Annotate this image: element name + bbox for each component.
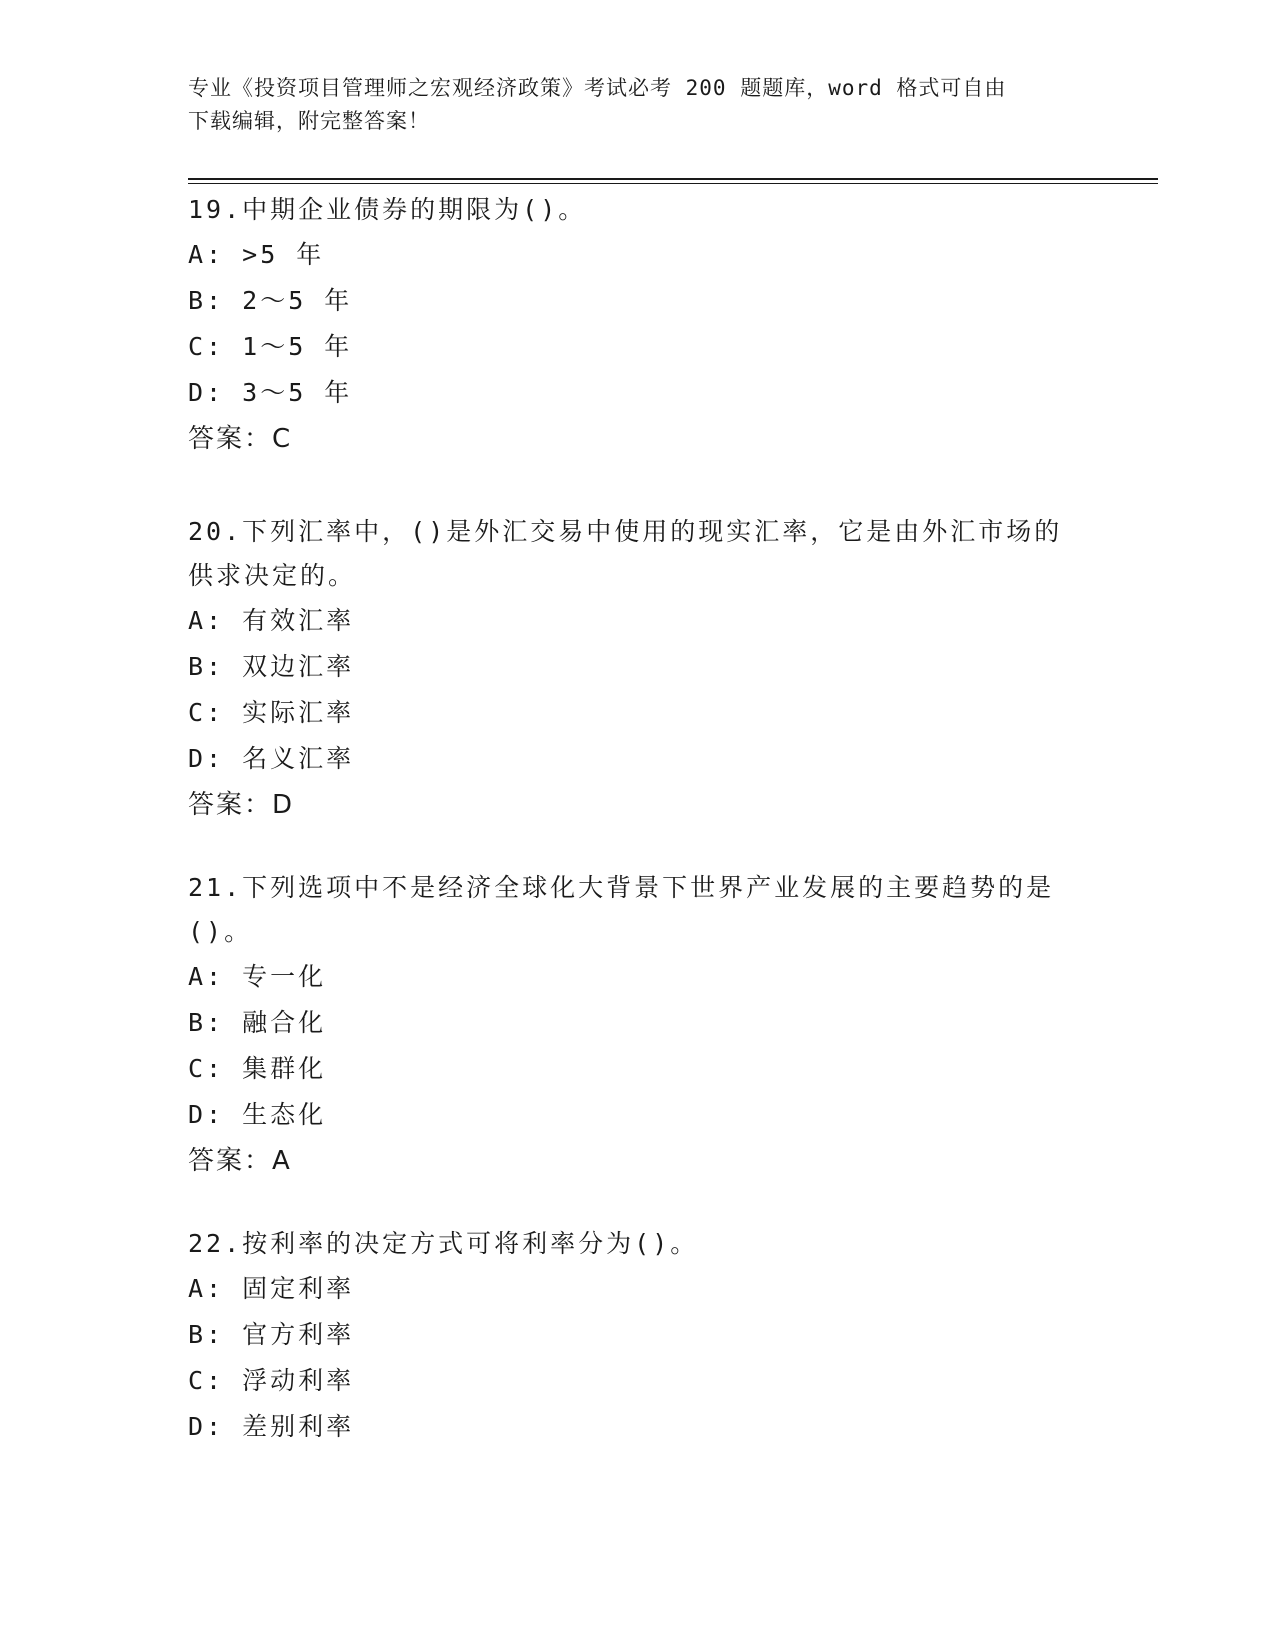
option-c: C: 集群化	[188, 1054, 327, 1083]
option-a: A: 固定利率	[188, 1274, 355, 1303]
option-d: D: 名义汇率	[188, 744, 355, 773]
question-21	[188, 866, 1088, 1184]
option-d: D: 3～5 年	[188, 378, 353, 407]
question-stem-line-2: 供求决定的。	[188, 561, 357, 590]
option-b: B: 双边汇率	[188, 652, 355, 681]
question-22	[188, 1222, 1088, 1450]
document-header	[188, 72, 1068, 138]
option-a: A: 有效汇率	[188, 606, 355, 635]
question-stem: 22.按利率的决定方式可将利率分为()。	[188, 1229, 699, 1258]
question-20	[188, 510, 1088, 828]
option-b: B: 融合化	[188, 1008, 327, 1037]
option-d: D: 差别利率	[188, 1412, 355, 1441]
question-19	[188, 188, 1088, 462]
question-stem-line-1: 21.下列选项中不是经济全球化大背景下世界产业发展的主要趋势的是	[188, 873, 1055, 902]
option-c: C: 浮动利率	[188, 1366, 355, 1395]
question-stem: 19.中期企业债券的期限为()。	[188, 195, 587, 224]
header-line-1: 专业《投资项目管理师之宏观经济政策》考试必考 200 题题库，word 格式可自由	[188, 76, 1007, 100]
option-a: A: 专一化	[188, 962, 327, 991]
option-d: D: 生态化	[188, 1100, 327, 1129]
question-stem-line-2: ()。	[188, 917, 253, 946]
option-b: B: 官方利率	[188, 1320, 355, 1349]
answer: 答案：A	[188, 1146, 292, 1176]
option-b: B: 2～5 年	[188, 286, 353, 315]
option-c: C: 实际汇率	[188, 698, 355, 727]
option-a: A: >5 年	[188, 240, 325, 269]
header-line-2: 下载编辑，附完整答案！	[188, 109, 430, 133]
answer: 答案：C	[188, 424, 293, 454]
header-divider-thick	[188, 178, 1158, 180]
answer: 答案：D	[188, 790, 295, 820]
header-divider-thin	[188, 183, 1158, 184]
option-c: C: 1～5 年	[188, 332, 353, 361]
question-stem-line-1: 20.下列汇率中，()是外汇交易中使用的现实汇率，它是由外汇市场的	[188, 517, 1063, 546]
